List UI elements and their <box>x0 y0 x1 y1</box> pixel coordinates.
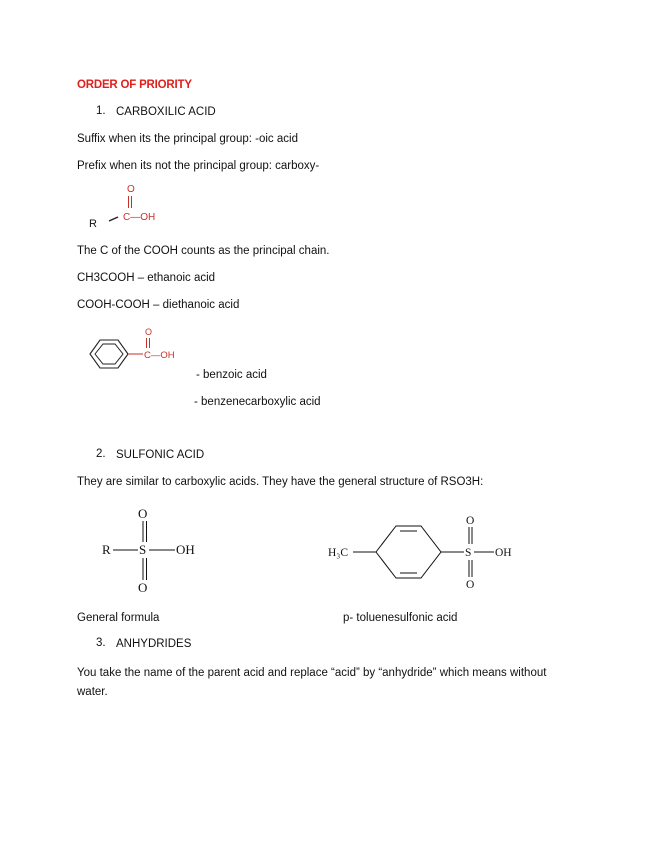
carboxyl-o: O <box>127 184 135 195</box>
tosyl-structure <box>326 512 526 592</box>
carboxyl-c-oh: C—OH <box>123 212 156 223</box>
sulfonic-description: They are similar to carboxylic acids. They have the general structure of RSO3H: <box>77 476 484 488</box>
prefix-line: Prefix when its not the principal group: carboxy- <box>77 160 320 172</box>
section-title-carboxylic: CARBOXILIC ACID <box>116 106 216 118</box>
list-number-2: 2. <box>96 448 106 460</box>
benzoic-name-1: - benzoic acid <box>196 369 267 381</box>
caption-general-formula: General formula <box>77 612 160 624</box>
tosyl-h3c: H₃C <box>328 547 348 559</box>
example-diethanoic: COOH-COOH – diethanoic acid <box>77 299 240 311</box>
general-r: R <box>102 542 111 557</box>
carboxyl-structure <box>80 180 180 236</box>
benzoic-name-2: - benzenecarboxylic acid <box>194 396 321 408</box>
suffix-line: Suffix when its the principal group: -oic acid <box>77 133 298 145</box>
general-oh: OH <box>176 542 195 557</box>
example-ethanoic: CH3COOH – ethanoic acid <box>77 272 216 284</box>
section-title-sulfonic: SULFONIC ACID <box>116 449 205 461</box>
page-heading: ORDER OF PRIORITY <box>77 79 192 91</box>
general-o-top: O <box>138 506 148 521</box>
carboxyl-r: R <box>89 218 97 230</box>
benzoic-o: O <box>145 327 153 337</box>
tosyl-o-top: O <box>466 515 475 527</box>
section-title-anhydrides: ANHYDRIDES <box>116 638 192 650</box>
tosyl-s: S <box>465 547 472 559</box>
general-o-bottom: O <box>138 580 148 595</box>
sulfonic-general-structure <box>100 504 210 596</box>
principal-chain-line: The C of the COOH counts as the principal chain. <box>77 245 330 257</box>
benzoic-c-oh: C—OH <box>144 350 175 361</box>
benzoic-acid-structure <box>88 325 198 381</box>
general-s: S <box>139 542 147 557</box>
tosyl-o-bottom: O <box>466 579 475 591</box>
anhydride-description: You take the name of the parent acid and replace “acid” by “anhydride” which means without water. <box>77 667 547 698</box>
caption-toluenesulfonic: p- toluenesulfonic acid <box>343 612 458 624</box>
tosyl-oh: OH <box>495 547 512 559</box>
list-number-3: 3. <box>96 637 106 649</box>
list-number-1: 1. <box>96 105 106 117</box>
